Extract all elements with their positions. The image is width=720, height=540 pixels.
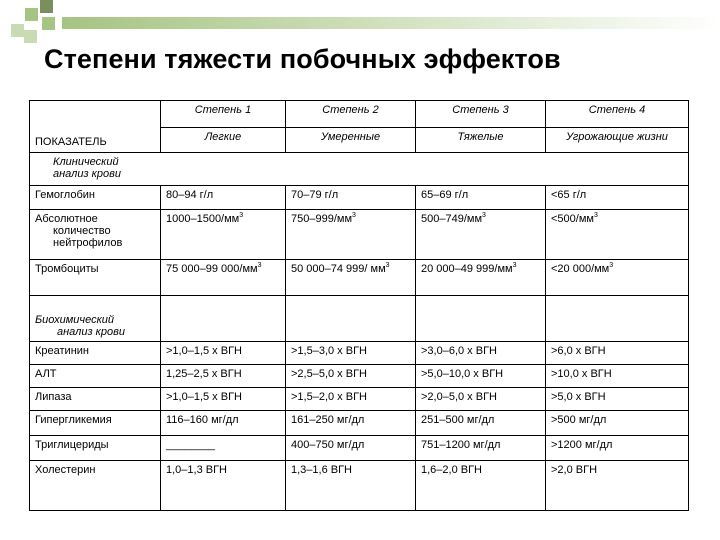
section-title-line: анализ крови — [53, 168, 121, 180]
deco-square — [40, 0, 53, 13]
severity-header-row — [30, 128, 689, 153]
grade-3-value: 251–500 мг/дл — [416, 411, 546, 436]
grade-3-value: >5,0–10,0 х ВГН — [416, 365, 546, 388]
section-row-blood — [30, 153, 689, 186]
row-label-line: нейтрофилов — [53, 237, 123, 249]
deco-square — [24, 30, 37, 43]
grade-1-value: >1,0–1,5 х ВГН — [161, 388, 286, 411]
grade-1-value — [161, 210, 286, 260]
grade-4-value: >10,0 х ВГН — [546, 365, 689, 388]
table-row-triglycerides — [30, 436, 689, 461]
empty-cell — [286, 296, 416, 342]
value-text: 1000–1500/мм — [166, 213, 240, 225]
section-row-biochem — [30, 296, 689, 342]
grade-3-value: >3,0–6,0 х ВГН — [416, 342, 546, 365]
grade-header-row — [30, 101, 689, 128]
grade-2-value: >1,5–3,0 х ВГН — [286, 342, 416, 365]
grade-3-value — [416, 210, 546, 260]
grade-4-value: <65 г/л — [546, 186, 689, 210]
grade-1-value: 116–160 мг/дл — [161, 411, 286, 436]
grade-2-value: >2,5–5,0 х ВГН — [286, 365, 416, 388]
grade-4-value: >500 мг/дл — [546, 411, 689, 436]
value-text: 50 000–74 999/ мм — [291, 263, 386, 275]
section-title-biochem — [30, 296, 161, 342]
severity-2-header: Умеренные — [286, 128, 416, 153]
severity-4-header: Угрожающие жизни — [546, 128, 689, 153]
row-label: АЛТ — [30, 365, 161, 388]
parameter-header: ПОКАЗАТЕЛЬ — [30, 128, 161, 153]
value-text: 750–999/мм — [291, 213, 353, 225]
severity-table — [29, 100, 689, 511]
grade-1-value: >1,0–1,5 х ВГН — [161, 342, 286, 365]
grade-3-value: 65–69 г/л — [416, 186, 546, 210]
grade-1-value: 1,0–1,3 ВГН — [161, 461, 286, 511]
grade-2-value: >1,5–2,0 х ВГН — [286, 388, 416, 411]
grade-1-header: Степень 1 — [161, 101, 286, 128]
row-label: Липаза — [30, 388, 161, 411]
section-title-line: Клинический — [53, 156, 119, 168]
unit-exponent: 3 — [609, 262, 614, 269]
grade-3-header: Степень 3 — [416, 101, 546, 128]
table-row-creatinine — [30, 342, 689, 365]
unit-exponent: 3 — [593, 212, 598, 219]
row-label-line: количество — [53, 225, 111, 237]
value-text: 500–749/мм — [421, 213, 483, 225]
grade-3-value — [416, 260, 546, 296]
value-text: <500/мм — [551, 213, 594, 225]
section-title-line: Биохимический — [35, 314, 115, 326]
grade-1-value: ________ — [161, 436, 286, 461]
severity-3-header: Тяжелые — [416, 128, 546, 153]
unit-exponent: 3 — [239, 212, 244, 219]
grade-2-header: Степень 2 — [286, 101, 416, 128]
row-label: Гемоглобин — [30, 186, 161, 210]
grade-4-value — [546, 260, 689, 296]
grade-4-value: >2,0 ВГН — [546, 461, 689, 511]
grade-2-value — [286, 210, 416, 260]
row-label: Тромбоциты — [30, 260, 161, 296]
row-label: Триглицериды — [30, 436, 161, 461]
corner-decoration — [0, 0, 60, 48]
severity-1-header: Легкие — [161, 128, 286, 153]
unit-exponent: 3 — [482, 212, 486, 219]
row-label-line: Абсолютное — [35, 213, 98, 225]
unit-exponent: 3 — [257, 262, 262, 269]
unit-exponent: 3 — [352, 212, 356, 219]
unit-exponent: 3 — [385, 262, 390, 269]
grade-1-value — [161, 260, 286, 296]
grade-4-value: >1200 мг/дл — [546, 436, 689, 461]
value-text: <20 000/мм — [551, 263, 610, 275]
grade-1-value: 1,25–2,5 х ВГН — [161, 365, 286, 388]
deco-square — [11, 24, 24, 37]
row-label: Гипергликемия — [30, 411, 161, 436]
section-title-line: анализ крови — [57, 326, 125, 338]
grade-2-value: 400–750 мг/дл — [286, 436, 416, 461]
grade-3-value: >2,0–5,0 х ВГН — [416, 388, 546, 411]
table-row-hyperglycemia — [30, 411, 689, 436]
value-text: 75 000–99 000/мм — [166, 263, 258, 275]
deco-square — [42, 17, 55, 30]
row-label: Холестерин — [30, 461, 161, 511]
grade-2-value: 70–79 г/л — [286, 186, 416, 210]
grade-2-value — [286, 260, 416, 296]
table-row-cholesterol — [30, 461, 689, 511]
row-label: Креатинин — [30, 342, 161, 365]
empty-cell — [416, 296, 546, 342]
empty-cell — [161, 296, 286, 342]
table-row-platelets — [30, 260, 689, 296]
row-label — [30, 210, 161, 260]
table-row-lipase — [30, 388, 689, 411]
grade-4-value: >5,0 х ВГН — [546, 388, 689, 411]
grade-3-value: 1,6–2,0 ВГН — [416, 461, 546, 511]
grade-4-value — [546, 210, 689, 260]
unit-exponent: 3 — [512, 262, 517, 269]
grade-4-header: Степень 4 — [546, 101, 689, 128]
grade-2-value: 1,3–1,6 ВГН — [286, 461, 416, 511]
table-row-alt — [30, 365, 689, 388]
table-row-hemoglobin — [30, 186, 689, 210]
value-text: 20 000–49 999/мм — [421, 263, 513, 275]
section-title-blood — [30, 153, 689, 186]
grade-4-value: >6,0 х ВГН — [546, 342, 689, 365]
deco-square — [25, 8, 38, 21]
grade-3-value: 751–1200 мг/дл — [416, 436, 546, 461]
grade-1-value: 80–94 г/л — [161, 186, 286, 210]
empty-cell — [546, 296, 689, 342]
header-corner — [30, 101, 161, 128]
grade-2-value: 161–250 мг/дл — [286, 411, 416, 436]
page-title: Степени тяжести побочных эффектов — [44, 44, 561, 74]
header-bar — [62, 17, 720, 29]
table-row-neutrophils — [30, 210, 689, 260]
